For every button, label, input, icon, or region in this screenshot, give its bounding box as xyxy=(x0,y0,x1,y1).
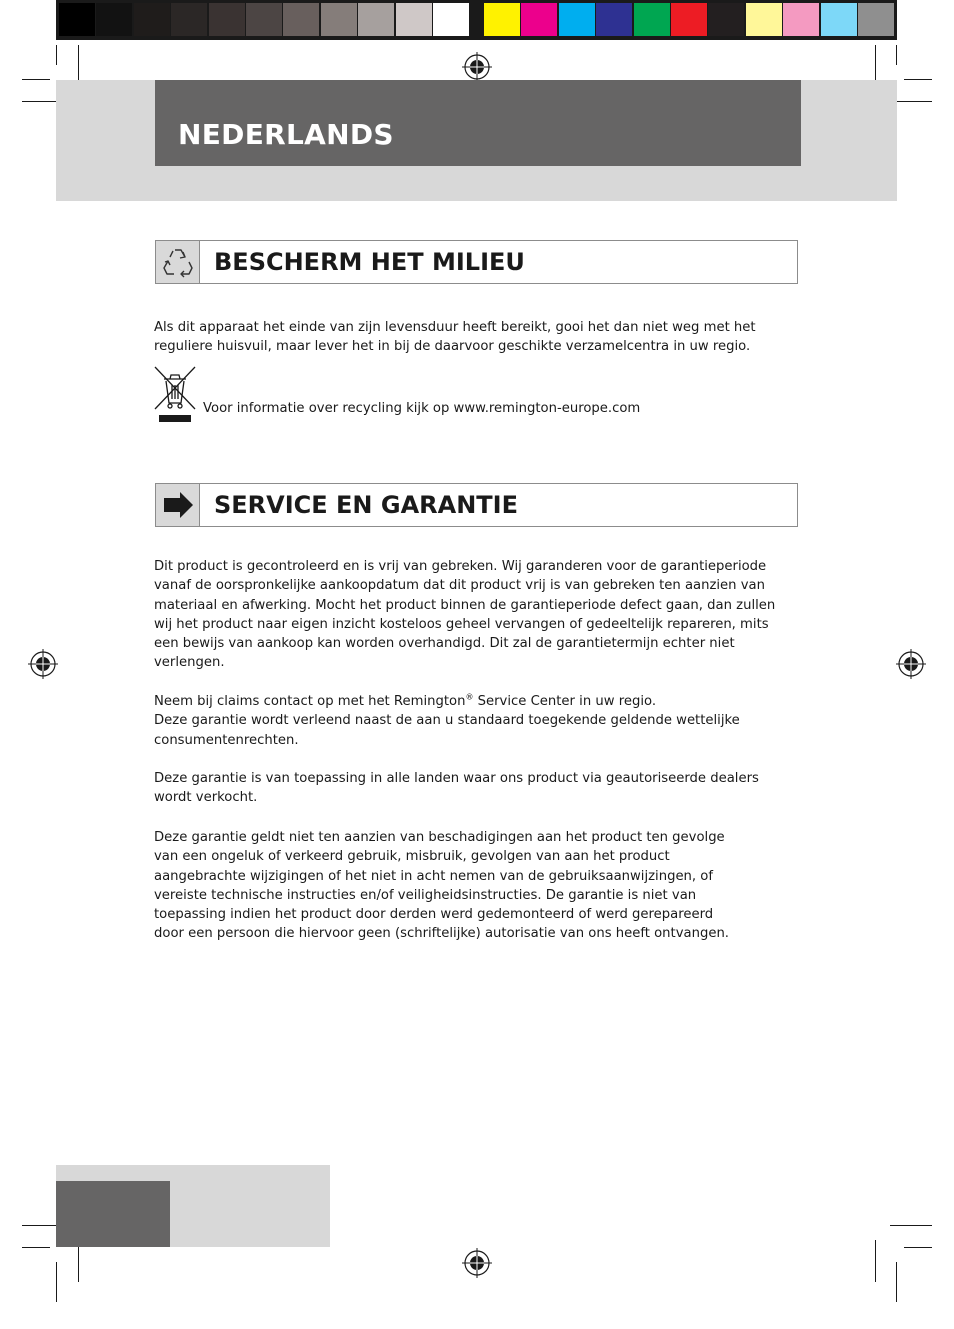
registration-target-icon xyxy=(896,649,926,679)
section-title: BESCHERM HET MILIEU xyxy=(214,248,525,276)
color-swatch xyxy=(484,3,520,36)
gray-swatch xyxy=(59,3,95,36)
environment-paragraph: Als dit apparaat het einde van zijn levensduur heeft bereikt, gooi het dan niet weg met het reguliere huisvuil, maar lever het in bij de daarvoor geschikte verzamelcentra in uw regio. xyxy=(154,320,756,355)
warranty-countries-paragraph: Deze garantie is van toepassing in alle landen waar ons product via geautoriseerde dealers wordt verkocht. xyxy=(154,771,759,806)
registered-mark: ® xyxy=(465,692,474,702)
gray-swatch xyxy=(246,3,282,36)
warranty-exclusions-paragraph: Deze garantie geldt niet ten aanzien van beschadigingen aan het product ten gevolge van een ongeluk of verkeerd gebruik, misbruik, gevolgen van aan het product aangebrachte wijzigingen of het niet in acht nemen van de gebruiksaanwijzingen, of vereiste technische instructies en/of veiligheidsinstructies. De garantie is niet van toepassing indien het product door derden werd gedemonteerd of werd gerepareerd door een persoon die hiervoor geen (schriftelijke) autorisatie van ons heeft ontvangen. xyxy=(154,830,729,942)
color-swatch xyxy=(521,3,557,36)
registration-target-icon xyxy=(28,649,58,679)
section-header-service xyxy=(155,483,798,527)
consumer-rights-text: Deze garantie wordt verleend naast de aan u standaard toegekende geldende wettelijke consumentenrechten. xyxy=(154,713,740,748)
gray-swatch xyxy=(134,3,170,36)
gray-swatch xyxy=(358,3,394,36)
language-title: NEDERLANDS xyxy=(178,118,394,151)
arrow-right-icon xyxy=(162,489,194,521)
section-icon-box xyxy=(156,484,200,526)
crop-mark xyxy=(890,1225,932,1226)
section-title: SERVICE EN GARANTIE xyxy=(214,491,518,519)
gray-swatch xyxy=(96,3,132,36)
gray-swatch xyxy=(209,3,245,36)
claims-text: Neem bij claims contact op met het Remington xyxy=(154,694,466,709)
claims-line xyxy=(154,692,754,711)
crop-mark xyxy=(896,1262,897,1302)
crop-mark xyxy=(904,1247,932,1248)
warranty-paragraph: Dit product is gecontroleerd en is vrij van gebreken. Wij garanderen voor de garantieperiode vanaf de oorspronkelijke aankoopdatum dat dit product vrij is van gebreken ten aanzien van materiaal en afwerking. Mocht het product binnen de garantieperiode defect gaan, dan zullen wij het product naar eigen inzicht kosteloos geheel vervangen of gedeeltelijk repareren, mits een bewijs van aankoop kan worden overhandigd. Dit zal de garantietermijn echter niet verlengen. xyxy=(154,559,776,671)
section-header-environment xyxy=(155,240,798,284)
color-swatch xyxy=(783,3,819,36)
gray-swatch xyxy=(171,3,207,36)
color-swatch xyxy=(746,3,782,36)
color-swatch xyxy=(708,3,744,36)
recycling-info-text: Voor informatie over recycling kijk op www.remington-europe.com xyxy=(203,401,641,416)
gray-swatch xyxy=(283,3,319,36)
warranty-claims-paragraph xyxy=(154,692,754,750)
crop-mark xyxy=(875,1240,876,1282)
crop-mark xyxy=(904,79,932,80)
color-swatch xyxy=(671,3,707,36)
page-number-tab xyxy=(56,1181,170,1247)
crop-mark xyxy=(22,1247,50,1248)
color-swatch xyxy=(634,3,670,36)
gray-swatch xyxy=(396,3,432,36)
crop-mark xyxy=(22,79,50,80)
registration-target-icon xyxy=(462,52,492,82)
gray-swatch xyxy=(433,3,469,36)
registration-target-icon xyxy=(462,1248,492,1278)
color-swatch xyxy=(559,3,595,36)
color-calibration-bar xyxy=(56,0,897,40)
color-swatch xyxy=(858,3,894,36)
color-swatch xyxy=(821,3,857,36)
recycle-icon xyxy=(162,246,194,278)
color-swatch xyxy=(596,3,632,36)
crop-mark xyxy=(896,45,897,65)
section-icon-box xyxy=(156,241,200,283)
crossed-bin-icon xyxy=(153,365,197,423)
crop-mark xyxy=(56,1262,57,1302)
claims-text-end: Service Center in uw regio. xyxy=(473,694,657,709)
crop-mark xyxy=(56,45,57,65)
gray-swatch xyxy=(321,3,357,36)
